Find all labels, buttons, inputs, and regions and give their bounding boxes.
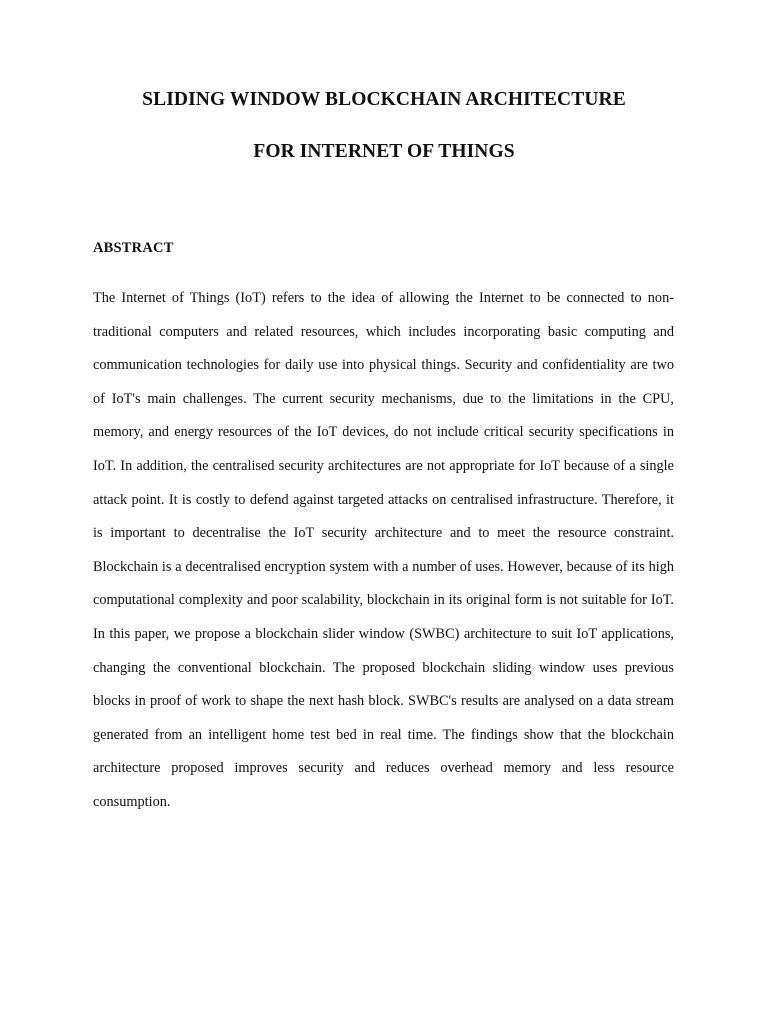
paper-title-line-2: FOR INTERNET OF THINGS <box>253 141 515 162</box>
abstract-paragraph: The Internet of Things (IoT) refers to the idea of allowing the Internet to be connected to non-traditional computers and related resources, which includes incorporating basic computing and communication technologies for daily use into physical things. Security and confidentiality are two of IoT's main challenges. The current security mechanisms, due to the limitations in the CPU, memory, and energy resources of the IoT devices, do not include critical security specifications in IoT. In addition, the centralised security architectures are not appropriate for IoT because of a single attack point. It is costly to defend against targeted attacks on centralised infrastructure. Therefore, it is important to decentralise the IoT security architecture and to meet the resource constraint. Blockchain is a decentralised encryption system with a number of uses. However, because of its high computational complexity and poor scalability, blockchain in its original form is not suitable for IoT. In this paper, we propose a blockchain slider window (SWBC) architecture to suit IoT applications, changing the conventional blockchain. The proposed blockchain sliding window uses previous blocks in proof of work to shape the next hash block. SWBC's results are analysed on a data stream generated from an intelligent home test bed in real time. The findings show that the blockchain architecture proposed improves security and reduces overhead memory and less resource consumption. <box>93 290 674 810</box>
paper-title-line-1: SLIDING WINDOW BLOCKCHAIN ARCHITECTURE <box>142 89 626 110</box>
abstract-body <box>93 282 674 820</box>
abstract-heading: ABSTRACT <box>93 240 174 256</box>
